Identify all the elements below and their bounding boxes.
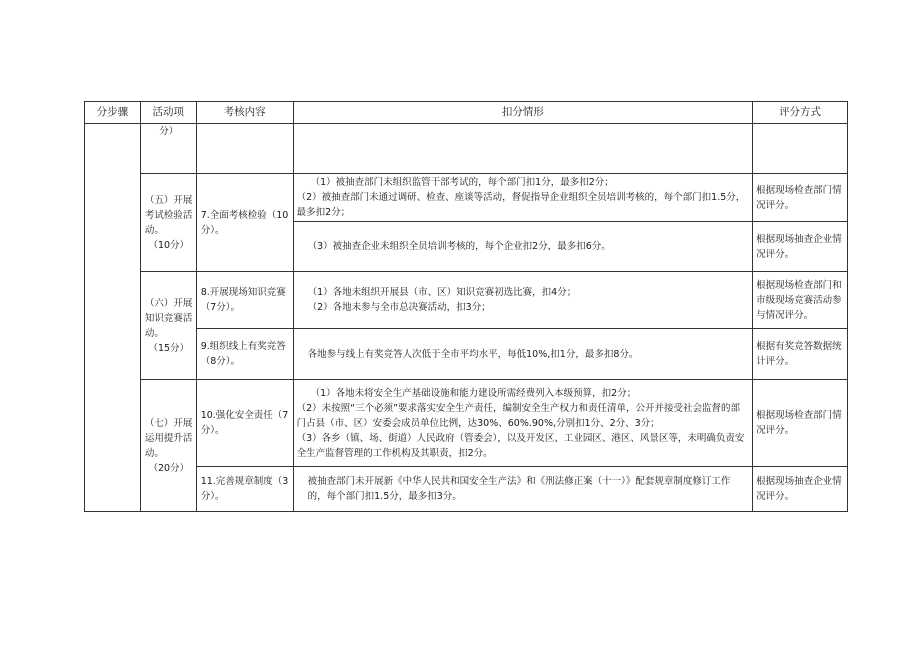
content-item8: 8.开展现场知识竞赛（7分）。 (196, 272, 293, 329)
deduction-line: （1）被抽查部门未组织监管干部考试的，每个部门扣1分，最多扣2分； (310, 177, 614, 188)
content-item9: 9.组织线上有奖竞答（8分）。 (196, 329, 293, 380)
activity-tail-text: 分） (159, 126, 179, 137)
table-row (85, 380, 848, 467)
scoring-item8: 根据现场检查部门和市级现场竞赛活动参与情况评分。 (753, 272, 848, 329)
deduction-line: （1）各地未组织开展县（市、区）知识竞赛初选比赛，扣4分； (307, 287, 577, 298)
table-row (85, 124, 848, 174)
activity-points: （20分） (148, 462, 190, 474)
header-scoring: 评分方式 (753, 102, 848, 124)
activity-title: （五）开展考试检验活动。 (144, 194, 193, 236)
content-cell-empty (196, 124, 293, 174)
activity-points: （15分） (148, 342, 190, 354)
content-item11: 11.完善规章制度（3分）。 (196, 467, 293, 512)
activity-continuation (140, 124, 196, 174)
table-row (85, 272, 848, 329)
header-step: 分步骤 (85, 102, 141, 124)
scoring-cell-empty (753, 124, 848, 174)
deduction-item7a (293, 174, 752, 222)
deduction-line: （2）未按照“三个必须”要求落实安全生产责任，编制安全生产权力和责任清单，公开并接受社会监督的部门占县（市、区）安委会成员单位比例，达30%、60%.90%,分别扣1分、2分、3分； (296, 402, 741, 429)
activity-section7 (140, 380, 196, 512)
activity-title: （六）开展知识竞赛活动。 (144, 297, 193, 339)
scoring-item11: 根据现场抽查企业情况评分。 (753, 467, 848, 512)
table-row (85, 329, 848, 380)
content-item10: 10.强化安全责任（7分）。 (196, 380, 293, 467)
step-cell (85, 124, 141, 512)
activity-points: （10分） (148, 239, 190, 251)
deduction-line: （2）各地未参与全市总决赛活动，扣3分； (307, 302, 491, 313)
header-row (85, 102, 848, 124)
table-row (85, 174, 848, 222)
deduction-line: （2）被抽查部门未通过调研、检查、座谈等活动，督促指导企业组织全员培训考核的，每个部门扣1.5分，最多扣2分； (296, 192, 746, 218)
header-activity: 活动项 (140, 102, 196, 124)
activity-section5 (140, 174, 196, 272)
deduction-item7b: （3）被抽查企业未组织全员培训考核的，每个企业扣2分，最多扣6分。 (293, 222, 752, 272)
deduction-line: （1）各地未将安全生产基础设施和能力建设所需经费列入本级预算，扣2分； (310, 387, 637, 399)
deduction-item9: 各地参与线上有奖竞答人次低于全市平均水平，每低10%,扣1分，最多扣8分。 (293, 329, 752, 380)
scoring-item7b: 根据现场抽查企业情况评分。 (753, 222, 848, 272)
deduction-item11: 被抽查部门未开展新《中华人民共和国安全生产法》和《刑法修正案（十一）》配套规章制度修订工作的，每个部门扣1.5分，最多扣3分。 (293, 467, 752, 512)
scoring-item10: 根据现场检查部门情况评分。 (753, 380, 848, 467)
assessment-table (84, 101, 848, 512)
header-content: 考核内容 (196, 102, 293, 124)
content-item7: 7.全面考核检验（10分）。 (196, 174, 293, 272)
deduction-line: （3）各乡（镇、场、街道）人民政府（管委会），以及开发区、工业园区、港区、风景区等，未明确负责安全生产监督管理的工作机构及其职责，扣2分。 (296, 432, 745, 459)
activity-title: （七）开展运用提升活动。 (144, 417, 193, 459)
table-row (85, 467, 848, 512)
scoring-item7a: 根据现场检查部门情况评分。 (753, 174, 848, 222)
activity-section6 (140, 272, 196, 380)
deduction-item8 (293, 272, 752, 329)
scoring-item9: 根据有奖竞答数据统计评分。 (753, 329, 848, 380)
deduction-cell-empty (293, 124, 752, 174)
header-deduction: 扣分情形 (293, 102, 752, 124)
deduction-item10 (293, 380, 752, 467)
